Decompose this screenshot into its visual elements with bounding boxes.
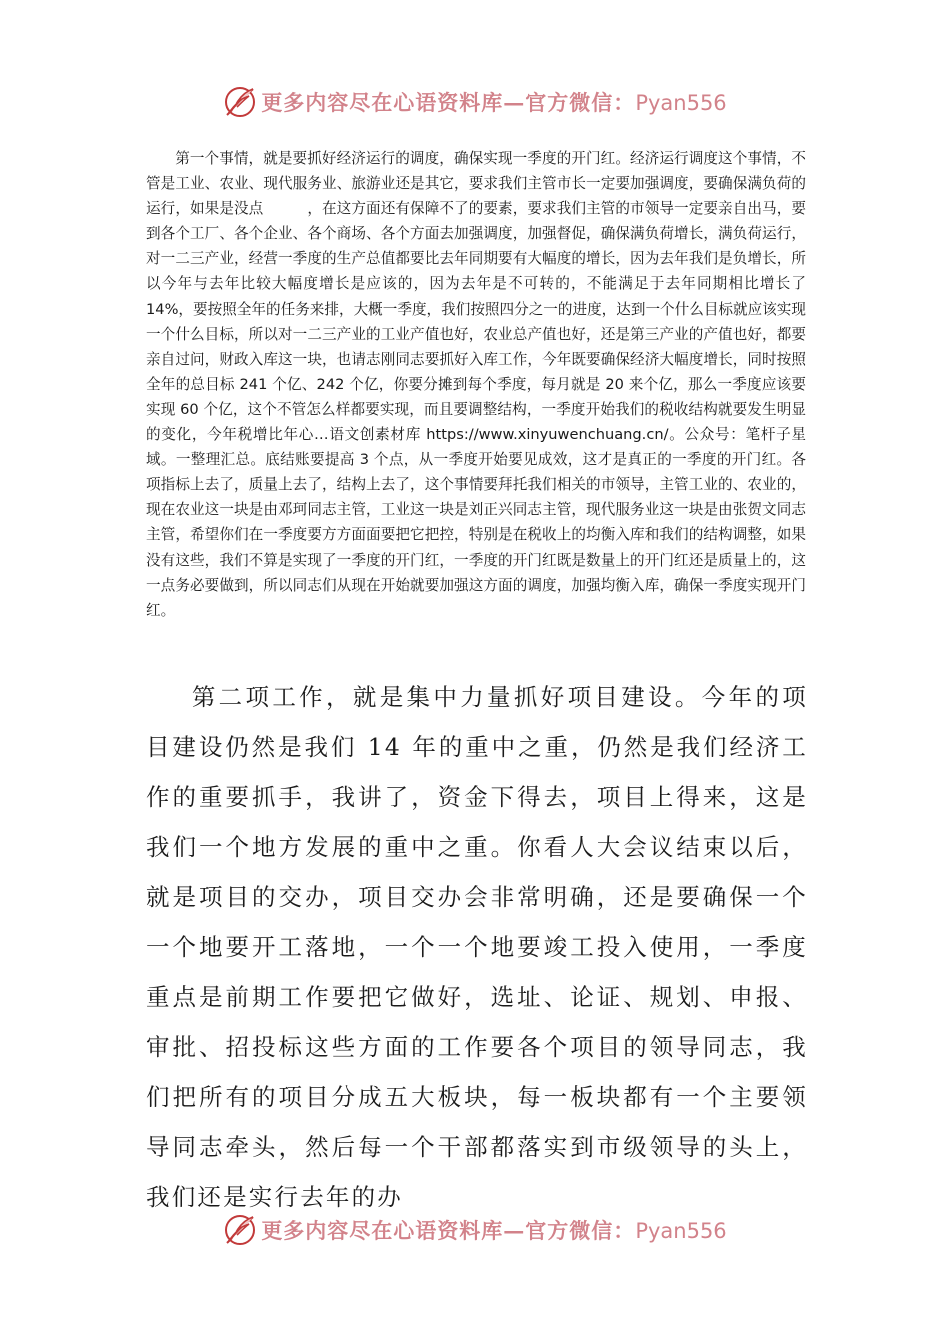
footer-banner bbox=[0, 1210, 950, 1250]
footer-wechat-id: Pyan556 bbox=[635, 1219, 727, 1243]
header-banner-text: 更多内容尽在心语资料库—官方微信：Pyan556 bbox=[261, 90, 727, 115]
paragraph-second-item: 第二项工作，就是集中力量抓好项目建设。今年的项目建设仍然是我们 14 年的重中之重，仍然是我们经济工作的重要抓手，我讲了，资金下得去，项目上得来，这是我们一个地方发展的重中之重。你看人大会议结束以后，就是项目的交办，项目交办会非常明确，还是要确保一个一个地要开工落地，一个一个地要竣工投入使用，一季度重点是前期工作要把它做好，选址、论证、规划、申报、审批、招投标这些方面的工作要各个项目的领导同志，我们把所有的项目分成五大板块，每一板块都有一个主要领导同志牵头，然后每一个干部都落实到市级领导的头上，我们还是实行去年的办 bbox=[146, 683, 808, 1211]
header-banner bbox=[0, 82, 950, 122]
paragraph-first-item: 第一个事情，就是要抓好经济运行的调度，确保实现一季度的开门红。经济运行调度这个事情，不管是工业、农业、现代服务业、旅游业还是其它，要求我们主管市长一定要加强调度，要确保满负荷的运行，如果是没点 ，在这方面还有保障不了的要素，要求我们主管的市领导一定要亲自出马，要到各个工厂、各个企业、各个商场、各个方面去加强调度，加强督促，确保满负荷增长，满负荷运行，对一二三产业，经营一季度的生产总值都要比去年同期要有大幅度的增长，因为去年我们是负增长，所以今年与去年比较大幅度增长是应该的，因为去年是不可转的，不能满足于去年同期相比增长了 14%，要按照全年的任务来排，大概一季度，我们按照四分之一的进度，达到一个什么目标就应该实现一个什么目标，所以对一二三产业的工业产值也好，农业总产值也好，还是第三产业的产值也好，都要亲自过问，财政入库这一块，也请志刚同志要抓好入库工作，今年既要确保经济大幅度增长，同时按照全年的总目标 241 个亿、242 个亿，你要分摊到每个季度，每月就是 20 来个亿，那么一季度应该要实现 60 个亿，这个不管怎么样都要实现，而且要调整结构，一季度开始我们的税收结构就要发生明显的变化，今年税增比年心…语文创素材库 https://www.xinyuwenchuang.cn/。公众号：笔杆子星域。一整理汇总。底结账要提高 3 个点，从一季度开始要见成效，这才是真正的一季度的开门红。各项指标上去了，质量上去了，结构上去了，这个事情要拜托我们相关的市领导，主管工业的、农业的，现在农业这一块是由邓珂同志主管，工业这一块是刘正兴同志主管，现代服务业这一块是由张贺文同志主管，希望你们在一季度要方方面面要把它把控，特别是在税收上的均衡入库和我们的结构调整，如果没有这些，我们不算是实现了一季度的开门红，一季度的开门红既是数量上的开门红还是质量上的，这一点务必要做到，所以同志们从现在开始就要加强这方面的调度，加强均衡入库，确保一季度实现开门红。 bbox=[146, 150, 806, 619]
footer-banner-text: 更多内容尽在心语资料库—官方微信：Pyan556 bbox=[261, 1218, 727, 1243]
header-wechat-id: Pyan556 bbox=[635, 91, 727, 115]
quill-logo-icon bbox=[223, 85, 257, 119]
quill-logo-icon bbox=[223, 1213, 257, 1247]
